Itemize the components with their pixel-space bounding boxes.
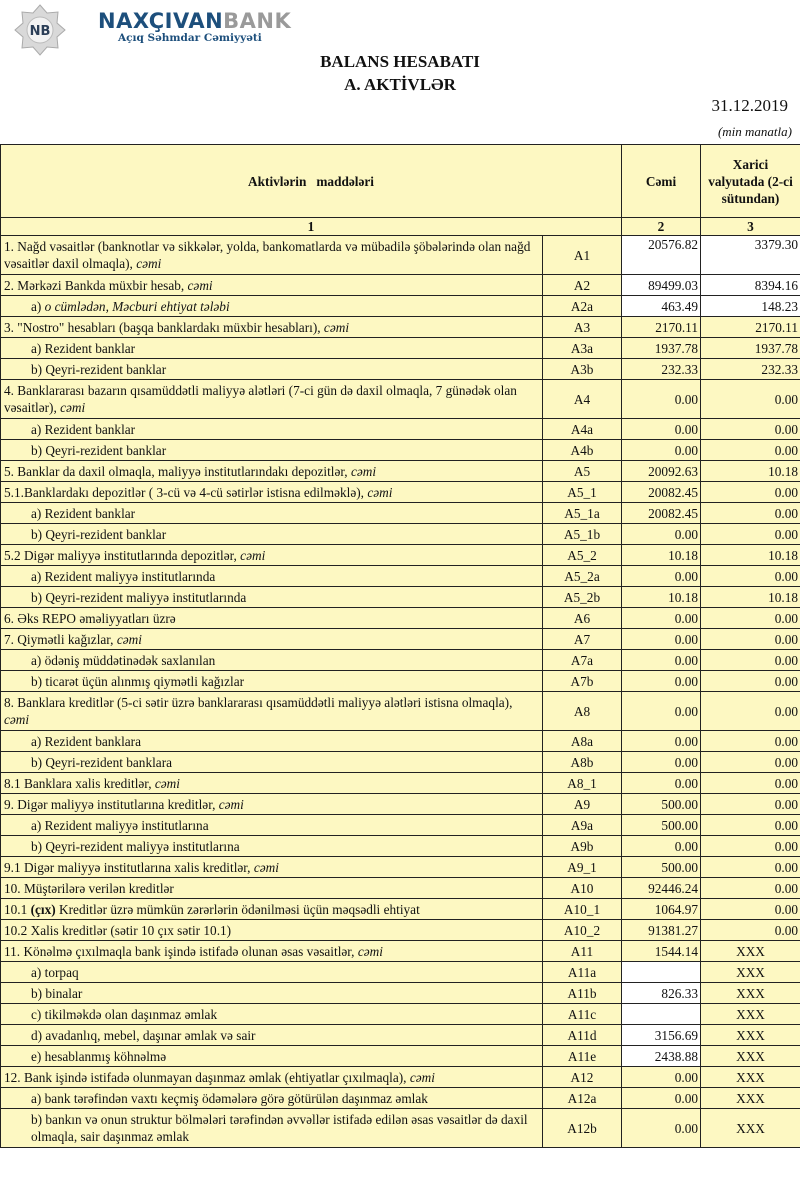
- item-description: [1, 629, 543, 650]
- description-text: a) Rezident maliyyə institutlarına: [31, 817, 209, 833]
- foreign-currency-value: 0.00: [701, 482, 800, 503]
- item-description: [1, 1109, 543, 1148]
- table-row: [1, 359, 800, 380]
- item-description: [1, 1004, 543, 1025]
- total-value: 10.18: [622, 545, 701, 566]
- foreign-currency-value: 0.00: [701, 440, 800, 461]
- foreign-currency-value: 0.00: [701, 836, 800, 857]
- column-number-row: [1, 218, 800, 236]
- description-text: b) Qeyri-rezident banklar: [31, 361, 167, 377]
- total-value: 20082.45: [622, 503, 701, 524]
- item-code: A3: [543, 317, 622, 338]
- description-text: 5. Banklar da daxil olmaqla, maliyyə institutlarındakı depozitlər,: [4, 463, 351, 479]
- total-value: 0.00: [622, 608, 701, 629]
- description-text: cəmi: [4, 712, 30, 727]
- item-code: A5_2b: [543, 587, 622, 608]
- table-row: [1, 629, 800, 650]
- total-value: 20576.82: [622, 236, 701, 275]
- foreign-currency-value: XXX: [701, 1004, 800, 1025]
- foreign-currency-value: 0.00: [701, 857, 800, 878]
- total-value: 2170.11: [622, 317, 701, 338]
- foreign-currency-value: 0.00: [701, 608, 800, 629]
- table-row: [1, 731, 800, 752]
- item-code: A11a: [543, 962, 622, 983]
- description-text: b) ticarət üçün alınmış qiymətli kağızlar: [31, 673, 245, 689]
- table-row: [1, 941, 800, 962]
- description-text: a) Rezident banklar: [31, 421, 136, 437]
- total-value: 0.00: [622, 419, 701, 440]
- total-value: 2438.88: [622, 1046, 701, 1067]
- total-value: 0.00: [622, 1088, 701, 1109]
- table-row: [1, 1088, 800, 1109]
- item-code: A11d: [543, 1025, 622, 1046]
- item-code: A4a: [543, 419, 622, 440]
- total-value: 89499.03: [622, 275, 701, 296]
- total-value: 20092.63: [622, 461, 701, 482]
- table-row: [1, 878, 800, 899]
- header-items: Aktivlərin maddələri: [1, 145, 622, 218]
- description-text: cəmi: [409, 1069, 435, 1085]
- item-code: A11c: [543, 1004, 622, 1025]
- total-value: [622, 1004, 701, 1025]
- foreign-currency-value: 0.00: [701, 566, 800, 587]
- total-value: 500.00: [622, 857, 701, 878]
- foreign-currency-value: XXX: [701, 1088, 800, 1109]
- description-text: e) hesablanmış köhnəlmə: [31, 1048, 167, 1064]
- item-description: [1, 794, 543, 815]
- total-value: 1544.14: [622, 941, 701, 962]
- item-code: A6: [543, 608, 622, 629]
- item-code: A1: [543, 236, 622, 275]
- item-code: A5_2: [543, 545, 622, 566]
- total-value: 1937.78: [622, 338, 701, 359]
- foreign-currency-value: 0.00: [701, 899, 800, 920]
- table-row: [1, 773, 800, 794]
- total-value: 1064.97: [622, 899, 701, 920]
- item-description: [1, 962, 543, 983]
- table-row: [1, 296, 800, 317]
- description-text: cəmi: [323, 319, 350, 335]
- item-description: [1, 1025, 543, 1046]
- item-code: A5_1b: [543, 524, 622, 545]
- item-code: A5_2a: [543, 566, 622, 587]
- total-value: 0.00: [622, 836, 701, 857]
- total-value: 0.00: [622, 1067, 701, 1088]
- table-row: [1, 545, 800, 566]
- foreign-currency-value: 0.00: [701, 773, 800, 794]
- item-description: [1, 983, 543, 1004]
- item-description: [1, 1067, 543, 1088]
- description-text: 7. Qiymətli kağızlar,: [4, 631, 117, 647]
- item-code: A4: [543, 380, 622, 419]
- description-text: b) Qeyri-rezident maliyyə institutlarına: [31, 838, 240, 854]
- description-text: 9. Digər maliyyə institutlarına kreditlər,: [4, 796, 219, 812]
- report-title: BALANS HESABATI: [320, 52, 480, 71]
- header-fx: Xarici valyutada (2-ci sütundan): [701, 145, 800, 218]
- table-row: [1, 1004, 800, 1025]
- table-row: [1, 1067, 800, 1088]
- item-code: A2a: [543, 296, 622, 317]
- foreign-currency-value: XXX: [701, 1067, 800, 1088]
- total-value: 0.00: [622, 566, 701, 587]
- item-description: [1, 878, 543, 899]
- description-text: a): [31, 298, 45, 314]
- table-row: [1, 275, 800, 296]
- table-row: [1, 1025, 800, 1046]
- description-text: a) Rezident banklar: [31, 505, 136, 521]
- item-code: A7b: [543, 671, 622, 692]
- description-text: cəmi: [350, 463, 377, 479]
- total-value: 232.33: [622, 359, 701, 380]
- description-text: b) Qeyri-rezident banklara: [31, 754, 173, 770]
- item-code: A10: [543, 878, 622, 899]
- table-row: [1, 650, 800, 671]
- total-value: 0.00: [622, 752, 701, 773]
- item-code: A12: [543, 1067, 622, 1088]
- item-description: [1, 338, 543, 359]
- item-description: [1, 815, 543, 836]
- table-row: [1, 461, 800, 482]
- description-text: b) Qeyri-rezident banklar: [31, 526, 167, 542]
- table-row: [1, 920, 800, 941]
- foreign-currency-value: 1937.78: [701, 338, 800, 359]
- column-number-2: 2: [622, 218, 701, 236]
- table-row: [1, 503, 800, 524]
- foreign-currency-value: 0.00: [701, 671, 800, 692]
- foreign-currency-value: XXX: [701, 1109, 800, 1148]
- table-row: [1, 419, 800, 440]
- description-text: 6. Əks REPO əməliyyatları üzrə: [4, 610, 176, 626]
- description-text: 10.1: [4, 901, 31, 917]
- total-value: 500.00: [622, 815, 701, 836]
- foreign-currency-value: 232.33: [701, 359, 800, 380]
- description-text: 12. Bank işində istifadə olunmayan daşınmaz əmlak (ehtiyatlar çıxılmaqla),: [4, 1069, 410, 1085]
- total-value: 0.00: [622, 380, 701, 419]
- item-code: A11e: [543, 1046, 622, 1067]
- description-text: 4. Banklararası bazarın qısamüddətli maliyyə alətləri (7-ci gün də daxil olmaqla, 7 günədək olan vəsaitlər),: [4, 383, 517, 415]
- table-row: [1, 1109, 800, 1148]
- brand-subtitle: Açıq Səhmdar Cəmiyyəti: [118, 32, 262, 44]
- description-text: a) Rezident banklar: [31, 340, 136, 356]
- table-row: [1, 692, 800, 731]
- item-description: [1, 650, 543, 671]
- table-row: [1, 566, 800, 587]
- item-code: A12a: [543, 1088, 622, 1109]
- total-value: 826.33: [622, 983, 701, 1004]
- foreign-currency-value: XXX: [701, 941, 800, 962]
- item-description: [1, 359, 543, 380]
- table-row: [1, 440, 800, 461]
- item-description: [1, 899, 543, 920]
- foreign-currency-value: 0.00: [701, 731, 800, 752]
- description-text: 11. Könəlmə çıxılmaqla bank işində istifadə olunan əsas vəsaitlər,: [4, 943, 358, 959]
- total-value: 0.00: [622, 440, 701, 461]
- item-code: A9_1: [543, 857, 622, 878]
- total-value: 0.00: [622, 692, 701, 731]
- table-row: [1, 857, 800, 878]
- table-row: [1, 983, 800, 1004]
- assets-table: [0, 144, 800, 1148]
- foreign-currency-value: 3379.30: [701, 236, 800, 275]
- total-value: [622, 962, 701, 983]
- table-row: [1, 482, 800, 503]
- foreign-currency-value: XXX: [701, 983, 800, 1004]
- description-text: cəmi: [116, 631, 142, 647]
- unit-label: (min manatla): [717, 124, 792, 139]
- foreign-currency-value: 0.00: [701, 503, 800, 524]
- foreign-currency-value: 8394.16: [701, 275, 800, 296]
- table-row: [1, 338, 800, 359]
- foreign-currency-value: 0.00: [701, 692, 800, 731]
- item-code: A3a: [543, 338, 622, 359]
- total-value: 0.00: [622, 524, 701, 545]
- item-code: A7a: [543, 650, 622, 671]
- item-description: [1, 731, 543, 752]
- item-code: A8: [543, 692, 622, 731]
- description-text: cəmi: [187, 277, 213, 293]
- total-value: 0.00: [622, 629, 701, 650]
- svg-text:NB: NB: [29, 24, 51, 39]
- item-code: A12b: [543, 1109, 622, 1148]
- description-text: cəmi: [240, 547, 266, 563]
- item-code: A2: [543, 275, 622, 296]
- total-value: 500.00: [622, 794, 701, 815]
- foreign-currency-value: XXX: [701, 962, 800, 983]
- description-text: a) torpaq: [31, 964, 79, 980]
- total-value: 91381.27: [622, 920, 701, 941]
- item-description: [1, 566, 543, 587]
- item-description: [1, 317, 543, 338]
- foreign-currency-value: 10.18: [701, 587, 800, 608]
- item-description: [1, 752, 543, 773]
- item-code: A11b: [543, 983, 622, 1004]
- description-text: 5.1.Banklardakı depozitlər ( 3-cü və 4-cü sətirlər istisna edilməklə),: [4, 484, 368, 500]
- description-text: 8.1 Banklara xalis kreditlər,: [4, 775, 155, 791]
- total-value: 20082.45: [622, 482, 701, 503]
- item-code: A8_1: [543, 773, 622, 794]
- description-text: Kreditlər üzrə mümkün zərərlərin ödənilməsi üçün məqsədli ehtiyat: [55, 901, 420, 917]
- description-text: cəmi: [218, 796, 244, 812]
- description-text: cəmi: [367, 484, 393, 500]
- description-text: o cümlədən, Məcburi ehtiyat tələbi: [44, 298, 230, 314]
- description-text: a) Rezident maliyyə institutlarında: [31, 568, 216, 584]
- foreign-currency-value: 0.00: [701, 815, 800, 836]
- total-value: 0.00: [622, 671, 701, 692]
- bank-emblem-icon: [10, 4, 70, 56]
- item-code: A10_1: [543, 899, 622, 920]
- description-text: a) Rezident banklara: [31, 733, 142, 749]
- foreign-currency-value: 0.00: [701, 920, 800, 941]
- description-text: 3. "Nostro" hesabları (başqa banklardakı müxbir hesabları),: [4, 319, 324, 335]
- item-description: [1, 524, 543, 545]
- foreign-currency-value: 0.00: [701, 380, 800, 419]
- item-code: A9a: [543, 815, 622, 836]
- item-description: [1, 920, 543, 941]
- description-text: 8. Banklara kreditlər (5-ci sətir üzrə banklararası qısamüddətli maliyyə alətləri istisna olmaqla),: [4, 695, 513, 710]
- brand-name: [98, 9, 291, 33]
- table-row: [1, 236, 800, 275]
- item-description: [1, 608, 543, 629]
- total-value: 0.00: [622, 650, 701, 671]
- item-description: [1, 545, 543, 566]
- item-code: A5_1: [543, 482, 622, 503]
- item-code: A5: [543, 461, 622, 482]
- table-row: [1, 380, 800, 419]
- total-value: 3156.69: [622, 1025, 701, 1046]
- total-value: 463.49: [622, 296, 701, 317]
- total-value: 0.00: [622, 731, 701, 752]
- description-text: 1. Nağd vəsaitlər (banknotlar və sikkələr, yolda, bankomatlarda və mübadilə şöbələrində olan nağd vəsaitlər daxil olmaqla),: [4, 239, 531, 271]
- item-description: [1, 773, 543, 794]
- foreign-currency-value: 2170.11: [701, 317, 800, 338]
- description-text: cəmi: [154, 775, 180, 791]
- foreign-currency-value: 10.18: [701, 545, 800, 566]
- total-value: 92446.24: [622, 878, 701, 899]
- foreign-currency-value: XXX: [701, 1025, 800, 1046]
- item-code: A10_2: [543, 920, 622, 941]
- description-text: cəmi: [253, 859, 279, 875]
- foreign-currency-value: 0.00: [701, 650, 800, 671]
- column-number-3: 3: [701, 218, 800, 236]
- item-description: [1, 275, 543, 296]
- table-row: [1, 317, 800, 338]
- description-text: d) avadanlıq, mebel, daşınar əmlak və sair: [31, 1027, 256, 1043]
- item-description: [1, 671, 543, 692]
- item-description: [1, 236, 543, 275]
- report-date: 31.12.2019: [711, 96, 788, 115]
- item-code: A3b: [543, 359, 622, 380]
- item-description: [1, 857, 543, 878]
- brand-name-part1: NAXÇIVAN: [98, 9, 224, 33]
- foreign-currency-value: 0.00: [701, 878, 800, 899]
- item-description: [1, 419, 543, 440]
- item-description: [1, 692, 543, 731]
- description-text: b) Qeyri-rezident maliyyə institutlarında: [31, 589, 247, 605]
- table-row: [1, 1046, 800, 1067]
- table-row: [1, 752, 800, 773]
- description-text: c) tikilməkdə olan daşınmaz əmlak: [31, 1006, 218, 1022]
- item-description: [1, 503, 543, 524]
- item-description: [1, 380, 543, 419]
- total-value: 0.00: [622, 773, 701, 794]
- description-text: b) Qeyri-rezident banklar: [31, 442, 167, 458]
- description-text: cəmi: [60, 400, 86, 415]
- description-text: b) bankın və onun struktur bölmələri tərəfindən əvvəllər istifadə edilən əsas vəsaitlər də daxil olmaqla, sair daşınmaz əmlak: [31, 1112, 528, 1144]
- item-description: [1, 461, 543, 482]
- description-text: 5.2 Digər maliyyə institutlarında depozitlər,: [4, 547, 241, 563]
- foreign-currency-value: 0.00: [701, 629, 800, 650]
- item-code: A8a: [543, 731, 622, 752]
- item-description: [1, 296, 543, 317]
- table-row: [1, 524, 800, 545]
- foreign-currency-value: 0.00: [701, 794, 800, 815]
- item-description: [1, 482, 543, 503]
- item-description: [1, 1088, 543, 1109]
- foreign-currency-value: XXX: [701, 1046, 800, 1067]
- description-text: (çıx): [30, 901, 56, 917]
- item-code: A9b: [543, 836, 622, 857]
- table-row: [1, 587, 800, 608]
- brand-name-part2: BANK: [223, 9, 292, 33]
- table-row: [1, 836, 800, 857]
- table-row: [1, 962, 800, 983]
- section-title: A. AKTİVLƏR: [344, 75, 456, 94]
- total-value: 0.00: [622, 1109, 701, 1148]
- description-text: a) ödəniş müddətinədək saxlanılan: [31, 652, 216, 668]
- description-text: 10. Müştərilərə verilən kreditlər: [4, 880, 174, 896]
- total-value: 10.18: [622, 587, 701, 608]
- description-text: 2. Mərkəzi Bankda müxbir hesab,: [4, 277, 188, 293]
- item-code: A7: [543, 629, 622, 650]
- table-row: [1, 899, 800, 920]
- foreign-currency-value: 0.00: [701, 752, 800, 773]
- description-text: cəmi: [136, 256, 162, 271]
- item-code: A5_1a: [543, 503, 622, 524]
- item-description: [1, 587, 543, 608]
- table-row: [1, 608, 800, 629]
- foreign-currency-value: 0.00: [701, 419, 800, 440]
- item-description: [1, 836, 543, 857]
- description-text: cəmi: [357, 943, 383, 959]
- table-row: [1, 794, 800, 815]
- item-description: [1, 941, 543, 962]
- item-code: A4b: [543, 440, 622, 461]
- description-text: b) binalar: [31, 985, 83, 1001]
- item-code: A9: [543, 794, 622, 815]
- table-row: [1, 671, 800, 692]
- item-description: [1, 440, 543, 461]
- description-text: a) bank tərəfindən vaxtı keçmiş ödəmələrə görə götürülən daşınmaz əmlak: [31, 1090, 428, 1106]
- column-number-1: 1: [1, 218, 622, 236]
- table-row: [1, 815, 800, 836]
- item-description: [1, 1046, 543, 1067]
- item-code: A11: [543, 941, 622, 962]
- foreign-currency-value: 10.18: [701, 461, 800, 482]
- foreign-currency-value: 148.23: [701, 296, 800, 317]
- description-text: 9.1 Digər maliyyə institutlarına xalis kreditlər,: [4, 859, 254, 875]
- header-total: Cəmi: [622, 145, 701, 218]
- foreign-currency-value: 0.00: [701, 524, 800, 545]
- description-text: 10.2 Xalis kreditlər (sətir 10 çıx sətir 10.1): [4, 922, 232, 938]
- item-code: A8b: [543, 752, 622, 773]
- header-row: [1, 145, 800, 218]
